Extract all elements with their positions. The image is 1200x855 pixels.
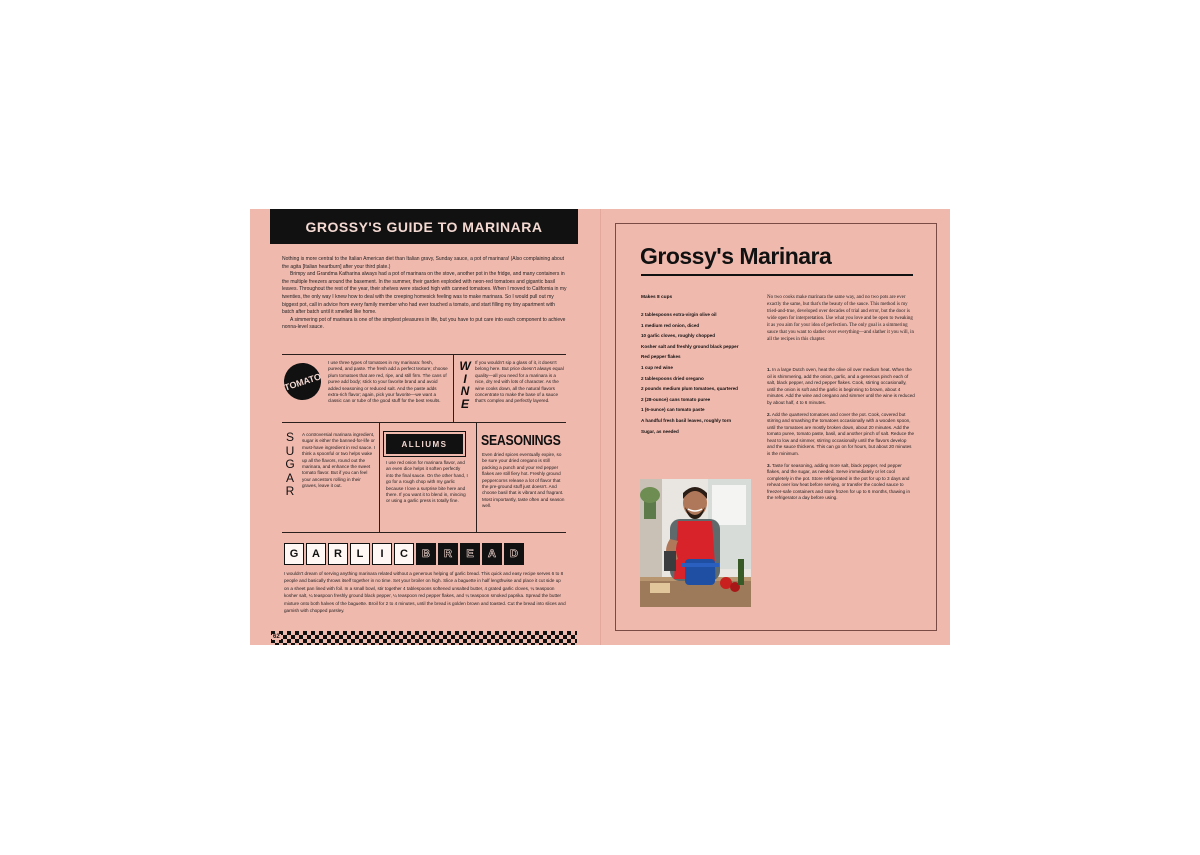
divider bbox=[282, 532, 566, 533]
sugar-letter: A bbox=[285, 470, 294, 485]
bread-letter: E bbox=[460, 543, 480, 565]
tomato-text: I use three types of tomatoes in my marinara: fresh, pureed, and paste. The fresh add a perfect texture; choose plum tomatoes that are red, ripe, and still firm. The cans of puree add body; stick to your favorite brand and avoid added seasoning or reduced salt. And the paste adds extra-rich flavor; again, pick your favorite—we want a classic can or tube of the good stuff for the best results. bbox=[328, 360, 448, 404]
divider bbox=[476, 422, 477, 532]
ingredient-item: 1 cup red wine bbox=[641, 364, 673, 370]
recipe-yield: Makes 8 cups bbox=[641, 295, 673, 300]
ingredient-item: A handful fresh basil leaves, roughly torn bbox=[641, 417, 732, 423]
sugar-letter: U bbox=[285, 443, 295, 458]
checkerboard-border bbox=[271, 631, 577, 645]
bread-letter: A bbox=[482, 543, 502, 565]
garlic-letter: I bbox=[372, 543, 392, 565]
step-number: 2. bbox=[767, 411, 771, 417]
step-text: Add the quartered tomatoes and cover the pot. Cook, covered but stirring and smashing the tomatoes occasionally with a wooden spoon, until the tomatoes are mostly broken down, about 20 minutes. Add the tomato puree, tomato paste, basil, and another pinch of salt. Reduce the heat to low and simmer, stirring occasionally until the flavors develop and the sauce thickens. This can go on for hours, but about 20 minutes is the minimum. bbox=[767, 411, 915, 456]
seasonings-heading: SEASONINGS bbox=[481, 432, 561, 449]
ingredient-list bbox=[641, 312, 741, 439]
ingredient-item: Kosher salt and freshly ground black pepper bbox=[641, 343, 739, 349]
sugar-text: A controversial marinara ingredient, sugar is either the banned-for-life or must-have ingredient in red sauce. I think a spoonful or two helps wake up all the flavors, round out the marinara, and enhance the sweet tomato flavor. But if you can feel your ancestors rolling in their graves, leave it out. bbox=[302, 432, 376, 489]
chef-photo bbox=[640, 479, 751, 607]
step-number: 1. bbox=[767, 367, 771, 372]
recipe-step bbox=[767, 367, 915, 406]
garlic-bread-heading bbox=[284, 543, 524, 565]
ingredient-item: Sugar, as needed bbox=[641, 428, 679, 434]
sugar-letter: R bbox=[285, 484, 295, 498]
ingredient-item: 10 garlic cloves, roughly chopped bbox=[641, 333, 716, 339]
ingredient-item: 1 medium red onion, diced bbox=[641, 322, 700, 328]
alliums-heading: ALLIUMS bbox=[386, 434, 463, 454]
garlic-bread-text: I wouldn't dream of serving anything marinara related without a generous helping of garlic bread. This quick and easy recipe serves 6 to 8 people and basically throws itself together in no time. Set your broiler on high. Slice a baguette in half lengthwise and place it cut side up on a sheet pan lined with foil. In a small bowl, stir together 4 tablespoons softened unsalted butter, 4 grated garlic cloves, ¼ teaspoon kosher salt, ¼ teaspoon freshly ground black pepper, ¼ teaspoon red pepper flakes, and ¼ teaspoon smoked paprika. Spread the butter mixture onto both halves of the baguette. Broil for 2 to 4 minutes, until the bread is golden brown and toasted. Cut the bread into slices and garnish with chopped parsley. bbox=[284, 571, 566, 614]
divider bbox=[379, 422, 380, 532]
intro-paragraph: Nothing is more central to the Italian American diet than Italian gravy, Sunday sauce, a pot of marinara! (Also complaining about the agita [Italian heartburn] after your third plate.) bbox=[282, 256, 565, 270]
cookbook-spread bbox=[250, 209, 950, 645]
bread-letter: B bbox=[416, 543, 436, 565]
title-rule bbox=[641, 274, 913, 276]
tomato-badge: TOMATO bbox=[279, 358, 326, 405]
recipe-step bbox=[767, 412, 915, 458]
ingredient-item: 2 pounds medium plum tomatoes, quartered bbox=[641, 386, 738, 392]
wine-text: If you wouldn't sip a glass of it, it doesn't belong here. But price doesn't always equal quality—all you need for a marinara is a nice, dry red with lots of character. As the wine cooks down, all the natural flavors concentrate to make the base of a sauce that's complex and perfectly layered. bbox=[475, 360, 564, 404]
bread-letter: R bbox=[438, 543, 458, 565]
sugar-heading bbox=[284, 431, 296, 499]
bread-letter: D bbox=[504, 543, 524, 565]
alliums-text: I use red onion for marinara flavor, and an even dice helps it soften perfectly into the final sauce. On the other hand, I go for a rough chop with my garlic because I love a surprise bite here and there. If you want it to blend in, mincing or using a garlic press is totally fine. bbox=[386, 460, 468, 504]
seasonings-text: Even dried spices eventually expire, so be sure your dried oregano is still packing a punch and your red pepper flakes are still fiery hot. Freshly ground peppercorns release a lot of flavor that the pre-ground stuff just doesn't. And choose basil that is vibrant and fragrant. Most importantly, taste often and season well. bbox=[482, 452, 565, 509]
page-gutter bbox=[600, 209, 601, 645]
divider bbox=[282, 422, 566, 423]
ingredient-item: 1 (6-ounce) can tomato paste bbox=[641, 407, 705, 413]
step-text: In a large Dutch oven, heat the olive oil over medium heat. When the oil is shimmering, add the onion, garlic, and a generous pinch each of salt, black pepper, and red pepper flakes. Cook, stirring occasionally, until the onion is soft and the garlic is beginning to brown, about 4 minutes. Add the wine and oregano and simmer until the wine is reduced by about half, 4 to 6 minutes. bbox=[767, 367, 915, 405]
divider bbox=[453, 354, 454, 422]
ingredient-item: 2 (28-ounce) cans tomato puree bbox=[641, 396, 711, 402]
ingredient-item: 2 tablespoons extra-virgin olive oil bbox=[641, 312, 717, 317]
garlic-letter: G bbox=[284, 543, 304, 565]
wine-letter: W bbox=[459, 359, 471, 373]
recipe-steps bbox=[767, 367, 915, 507]
sugar-letter: G bbox=[285, 457, 295, 471]
divider bbox=[282, 354, 566, 355]
ingredient-item: Red pepper flakes bbox=[641, 354, 681, 360]
garlic-letter: R bbox=[328, 543, 348, 565]
ingredient-guide-grid bbox=[282, 354, 566, 534]
intro-paragraph: Brimpy and Grandma Katharina always had a pot of marinara on the stove, another pot in the fridge, and many containers in the multiple freezers around the basement. In the summer, their garden exploded with neon-red tomatoes and gigantic basil leaves. Throughout the rest of the year, their shelves were stacked high with canned tomatoes. When I moved to California in my twenties, the only way I knew how to deal with the creeping homesick feeling was to make marinara. So I would pull out my biggest pot, call in advice from every family member who had ever touched a tomato, and start filling my tiny apartment with batch after batch until it smelled like home. bbox=[282, 271, 567, 316]
garlic-letter: A bbox=[306, 543, 326, 565]
step-text: Taste for seasoning, adding more salt, black pepper, red pepper flakes, and the sugar, as needed. Serve immediately or let cool completely in the pot. Store refrigerated in the pot for up to 3 days and reheat over low heat before serving, or transfer the cooled sauce to freezer-safe containers and store frozen for up to 6 months, thawing in the refrigerator a day before using. bbox=[767, 462, 910, 501]
garlic-letter: L bbox=[350, 543, 370, 565]
page-number: 62 bbox=[273, 634, 280, 640]
recipe-step bbox=[767, 463, 915, 502]
ingredient-item: 2 tablespoons dried oregano bbox=[641, 375, 704, 381]
guide-intro bbox=[282, 256, 568, 332]
intro-paragraph: A simmering pot of marinara is one of the simplest pleasures in life, but you have to put care into each component to achieve nonna-level sauce. bbox=[282, 316, 566, 331]
sugar-letter: S bbox=[285, 430, 294, 444]
garlic-letter: C bbox=[394, 543, 414, 565]
wine-letter: I bbox=[463, 371, 467, 386]
wine-letter: E bbox=[460, 396, 469, 411]
step-number: 3. bbox=[767, 462, 771, 468]
wine-letter: N bbox=[460, 384, 470, 398]
wine-heading bbox=[458, 360, 472, 410]
recipe-title: Grossy's Marinara bbox=[640, 243, 832, 269]
recipe-intro: No two cooks make marinara the same way, and no two pots are ever exactly the same, but that's the beauty of the sauce. This method is my tried-and-true, developed over decades of trial and error, but the door is wide open for interpretation. Use what you love and be open to tweaking it as you aim for your idea of perfection. The only goal is a simmering sauce that you want to slather over everything—and slather it you will, in all the recipes in this chapter. bbox=[767, 295, 915, 342]
guide-banner-title: GROSSY'S GUIDE TO MARINARA bbox=[270, 209, 578, 244]
